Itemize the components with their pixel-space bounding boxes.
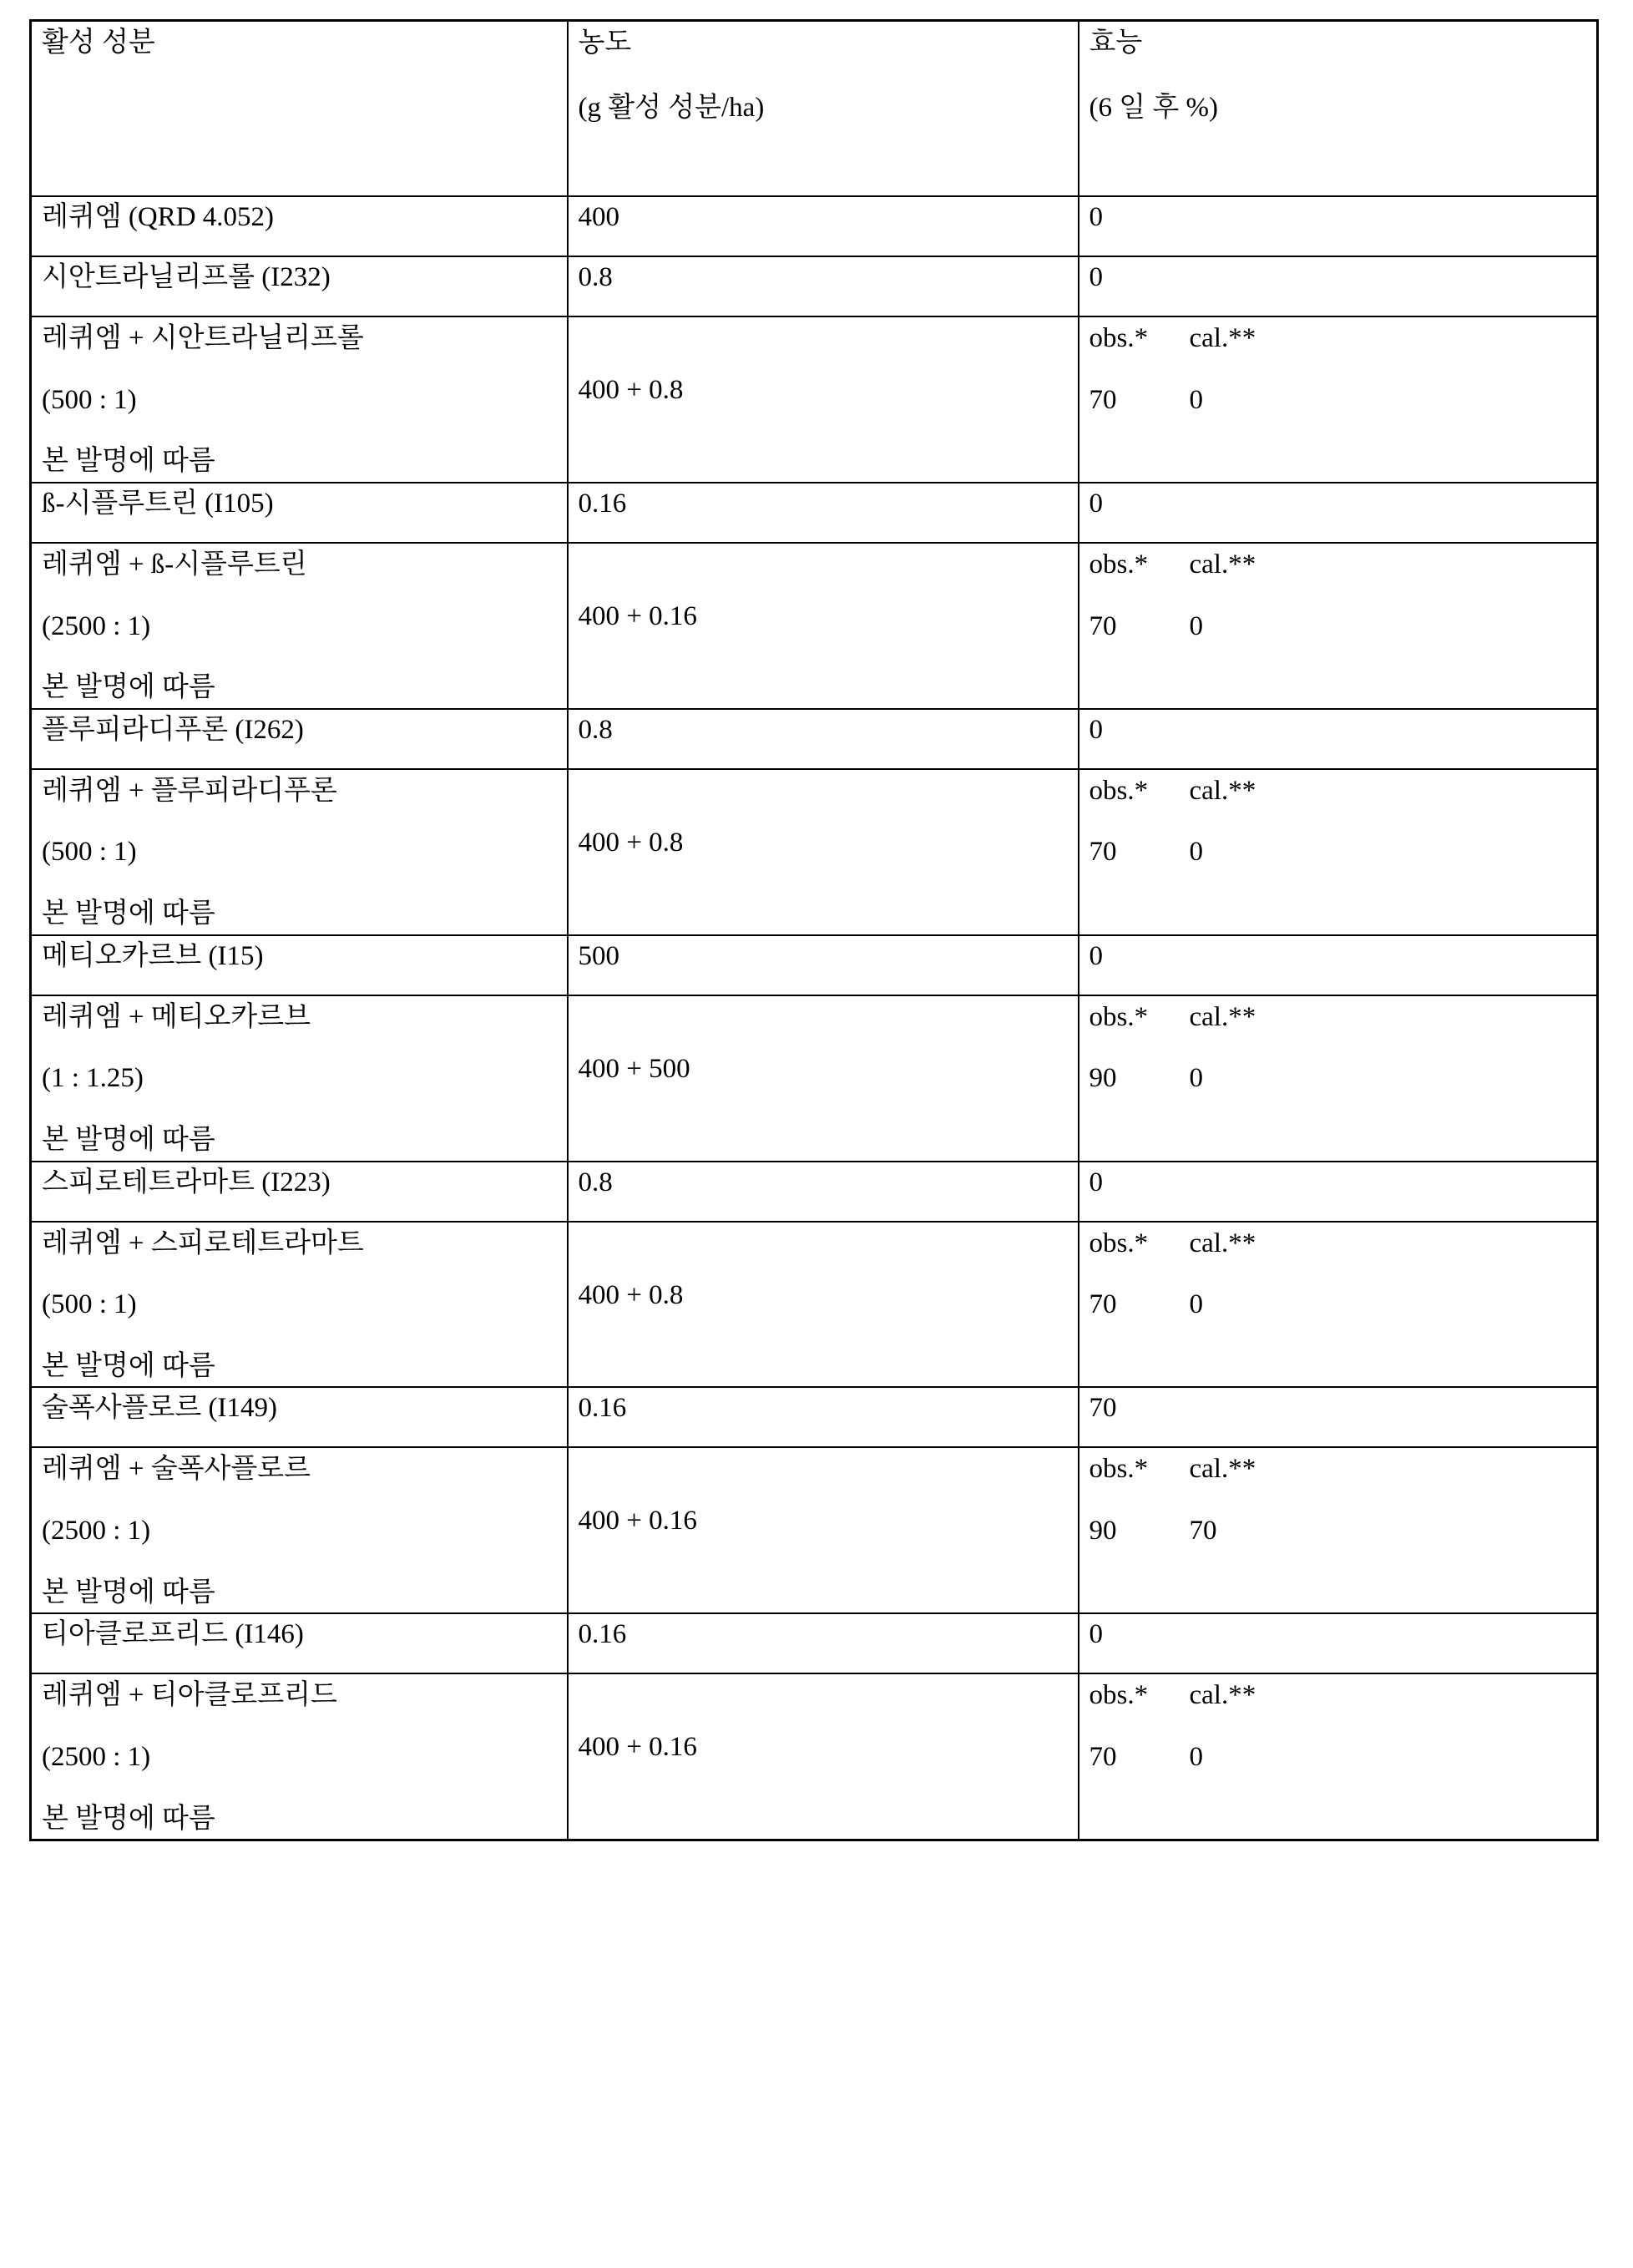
efficacy-calculated-value: 0 (1189, 384, 1203, 415)
invention-note: 본 발명에 따름 (42, 672, 215, 703)
column-header-efficacy-title: 효능 (1089, 28, 1143, 58)
efficacy-observed-value: 70 (1089, 1741, 1117, 1772)
efficacy-sublabel-row (1090, 1229, 1589, 1259)
efficacy-value-row (1090, 386, 1589, 416)
table-row (31, 1447, 1598, 1613)
cell-rate (568, 316, 1079, 483)
cell-rate (568, 935, 1079, 995)
cell-efficacy (1079, 483, 1598, 543)
table-row (31, 1387, 1598, 1447)
efficacy-calculated-value: 0 (1189, 1063, 1203, 1094)
cell-rate (568, 769, 1079, 935)
table-row (31, 1222, 1598, 1388)
efficacy-observed-label: obs.* (1089, 1228, 1149, 1258)
rate-value: 400 + 0.8 (578, 827, 684, 858)
efficacy-obs-cal-grid (1090, 1455, 1589, 1546)
combination-ratio: (500 : 1) (42, 837, 137, 868)
ingredient-name: 플루피라디푸론 (I262) (42, 714, 304, 745)
combination-name: 레퀴엠 + 플루피라디푸론 (42, 775, 337, 806)
efficacy-results-table (29, 19, 1599, 1841)
table-row (31, 935, 1598, 995)
efficacy-calculated-label: cal.** (1189, 323, 1256, 353)
efficacy-obs-cal-grid (1090, 550, 1589, 641)
efficacy-calculated-label: cal.** (1189, 1454, 1256, 1485)
efficacy-calculated-value: 0 (1189, 837, 1203, 868)
efficacy-observed-label: obs.* (1089, 775, 1149, 806)
efficacy-sublabel-row (1090, 550, 1589, 580)
invention-note: 본 발명에 따름 (42, 1124, 215, 1155)
efficacy-observed-label: obs.* (1089, 549, 1149, 580)
cell-rate (568, 256, 1079, 316)
cell-active-ingredient (31, 1162, 568, 1222)
cell-efficacy (1079, 935, 1598, 995)
efficacy-calculated-label: cal.** (1189, 775, 1256, 806)
rate-value: 400 + 0.8 (578, 375, 684, 405)
cell-rate (568, 1447, 1079, 1613)
efficacy-value-row (1090, 1290, 1589, 1320)
efficacy-sublabel-row (1090, 324, 1589, 354)
table-row (31, 1673, 1598, 1840)
combination-name: 레퀴엠 + 술폭사플로르 (42, 1454, 311, 1485)
cell-rate (568, 1613, 1079, 1673)
cell-efficacy (1079, 1222, 1598, 1388)
efficacy-obs-cal-grid (1090, 1229, 1589, 1320)
rate-value: 0.16 (578, 488, 627, 519)
efficacy-value: 70 (1089, 1393, 1117, 1424)
ingredient-name: 스피로테트라마트 (I223) (42, 1167, 331, 1197)
efficacy-calculated-value: 0 (1189, 1741, 1203, 1772)
cell-active-ingredient (31, 316, 568, 483)
efficacy-observed-label: obs.* (1089, 1454, 1149, 1485)
rate-value: 0.16 (578, 1619, 627, 1650)
cell-rate (568, 1162, 1079, 1222)
efficacy-observed-value: 70 (1089, 837, 1117, 868)
cell-active-ingredient (31, 1673, 568, 1840)
table-row (31, 316, 1598, 483)
cell-active-ingredient (31, 769, 568, 935)
rate-value: 0.8 (578, 262, 613, 292)
efficacy-value-row (1090, 1064, 1589, 1094)
cell-efficacy (1079, 995, 1598, 1162)
efficacy-value-row (1090, 612, 1589, 642)
cell-efficacy (1079, 1162, 1598, 1222)
cell-efficacy (1079, 1387, 1598, 1447)
table-row (31, 709, 1598, 769)
efficacy-observed-label: obs.* (1089, 1680, 1149, 1711)
efficacy-value: 0 (1089, 940, 1103, 971)
rate-value: 400 (578, 202, 619, 232)
cell-rate (568, 543, 1079, 709)
cell-active-ingredient (31, 543, 568, 709)
invention-note: 본 발명에 따름 (42, 1350, 215, 1381)
cell-rate (568, 1673, 1079, 1840)
cell-efficacy (1079, 769, 1598, 935)
cell-active-ingredient (31, 995, 568, 1162)
cell-rate (568, 709, 1079, 769)
combination-name: 레퀴엠 + 시안트라닐리프롤 (42, 323, 364, 353)
column-header-rate-units: (g 활성 성분/ha) (578, 92, 765, 123)
efficacy-calculated-value: 70 (1189, 1516, 1217, 1546)
cell-efficacy (1079, 1613, 1598, 1673)
cell-active-ingredient (31, 483, 568, 543)
ingredient-name: 티아클로프리드 (I146) (42, 1619, 304, 1650)
table-row (31, 1613, 1598, 1673)
efficacy-obs-cal-grid (1090, 777, 1589, 868)
table-row (31, 995, 1598, 1162)
cell-rate (568, 1387, 1079, 1447)
efficacy-value: 0 (1089, 1167, 1103, 1197)
table-row (31, 543, 1598, 709)
efficacy-observed-value: 70 (1089, 1289, 1117, 1320)
efficacy-calculated-label: cal.** (1189, 1001, 1256, 1032)
efficacy-value: 0 (1089, 714, 1103, 745)
cell-rate (568, 196, 1079, 256)
efficacy-sublabel-row (1090, 1003, 1589, 1033)
rate-value: 400 + 500 (578, 1053, 690, 1084)
column-header-rate-title: 농도 (578, 28, 632, 58)
table-row (31, 769, 1598, 935)
cell-active-ingredient (31, 1222, 568, 1388)
invention-note: 본 발명에 따름 (42, 446, 215, 477)
combination-ratio: (2500 : 1) (42, 610, 151, 641)
efficacy-calculated-label: cal.** (1189, 1228, 1256, 1258)
efficacy-value-row (1090, 1516, 1589, 1547)
combination-name: 레퀴엠 + ß-시플루트린 (42, 549, 307, 580)
efficacy-sublabel-row (1090, 1681, 1589, 1711)
cell-rate (568, 995, 1079, 1162)
rate-value: 400 + 0.16 (578, 1732, 697, 1763)
efficacy-observed-label: obs.* (1089, 1001, 1149, 1032)
table-body (31, 196, 1598, 1840)
efficacy-obs-cal-grid (1090, 1681, 1589, 1772)
efficacy-observed-value: 90 (1089, 1516, 1117, 1546)
efficacy-value: 0 (1089, 262, 1103, 292)
efficacy-observed-value: 70 (1089, 384, 1117, 415)
combination-name: 레퀴엠 + 메티오카르브 (42, 1001, 311, 1032)
combination-name: 레퀴엠 + 스피로테트라마트 (42, 1228, 364, 1258)
combination-ratio: (1 : 1.25) (42, 1063, 144, 1094)
ingredient-name: 메티오카르브 (I15) (42, 940, 264, 971)
ingredient-name: 시안트라닐리프롤 (I232) (42, 262, 331, 292)
efficacy-value-row (1090, 1743, 1589, 1773)
cell-active-ingredient (31, 1613, 568, 1673)
cell-efficacy (1079, 256, 1598, 316)
column-header-ingredient-title: 활성 성분 (42, 28, 155, 58)
column-header-ingredient (31, 21, 568, 197)
rate-value: 0.8 (578, 714, 613, 745)
efficacy-sublabel-row (1090, 1455, 1589, 1485)
rate-value: 400 + 0.16 (578, 1506, 697, 1536)
cell-active-ingredient (31, 709, 568, 769)
table-header (31, 21, 1598, 197)
cell-efficacy (1079, 543, 1598, 709)
column-header-efficacy-units: (6 일 후 %) (1089, 92, 1218, 123)
rate-value: 0.16 (578, 1393, 627, 1424)
efficacy-value-row (1090, 838, 1589, 868)
efficacy-obs-cal-grid (1090, 324, 1589, 415)
efficacy-obs-cal-grid (1090, 1003, 1589, 1094)
table-row (31, 196, 1598, 256)
cell-active-ingredient (31, 256, 568, 316)
combination-name: 레퀴엠 + 티아클로프리드 (42, 1680, 337, 1711)
efficacy-sublabel-row (1090, 777, 1589, 807)
combination-ratio: (2500 : 1) (42, 1516, 151, 1546)
ingredient-name: 레퀴엠 (QRD 4.052) (42, 202, 275, 232)
ingredient-name: 술폭사플로르 (I149) (42, 1393, 277, 1424)
invention-note: 본 발명에 따름 (42, 1577, 215, 1607)
efficacy-observed-value: 90 (1089, 1063, 1117, 1094)
efficacy-calculated-label: cal.** (1189, 549, 1256, 580)
rate-value: 0.8 (578, 1167, 613, 1197)
cell-rate (568, 483, 1079, 543)
rate-value: 400 + 0.8 (578, 1279, 684, 1310)
efficacy-calculated-value: 0 (1189, 1289, 1203, 1320)
efficacy-calculated-value: 0 (1189, 610, 1203, 641)
table-row (31, 1162, 1598, 1222)
efficacy-calculated-label: cal.** (1189, 1680, 1256, 1711)
table-row (31, 256, 1598, 316)
combination-ratio: (500 : 1) (42, 1289, 137, 1320)
table-header-row (31, 21, 1598, 197)
cell-efficacy (1079, 1673, 1598, 1840)
ingredient-name: ß-시플루트린 (I105) (42, 488, 274, 519)
efficacy-value: 0 (1089, 1619, 1103, 1650)
column-header-rate (568, 21, 1079, 197)
cell-efficacy (1079, 196, 1598, 256)
cell-active-ingredient (31, 935, 568, 995)
cell-active-ingredient (31, 1387, 568, 1447)
rate-value: 400 + 0.16 (578, 600, 697, 631)
invention-note: 본 발명에 따름 (42, 1803, 215, 1834)
efficacy-observed-label: obs.* (1089, 323, 1149, 353)
table-row (31, 483, 1598, 543)
cell-active-ingredient (31, 196, 568, 256)
cell-efficacy (1079, 316, 1598, 483)
efficacy-value: 0 (1089, 202, 1103, 232)
efficacy-observed-value: 70 (1089, 610, 1117, 641)
cell-active-ingredient (31, 1447, 568, 1613)
column-header-efficacy (1079, 21, 1598, 197)
cell-rate (568, 1222, 1079, 1388)
combination-ratio: (2500 : 1) (42, 1741, 151, 1772)
rate-value: 500 (578, 940, 619, 971)
cell-efficacy (1079, 709, 1598, 769)
invention-note: 본 발명에 따름 (42, 899, 215, 929)
cell-efficacy (1079, 1447, 1598, 1613)
combination-ratio: (500 : 1) (42, 384, 137, 415)
efficacy-value: 0 (1089, 488, 1103, 519)
